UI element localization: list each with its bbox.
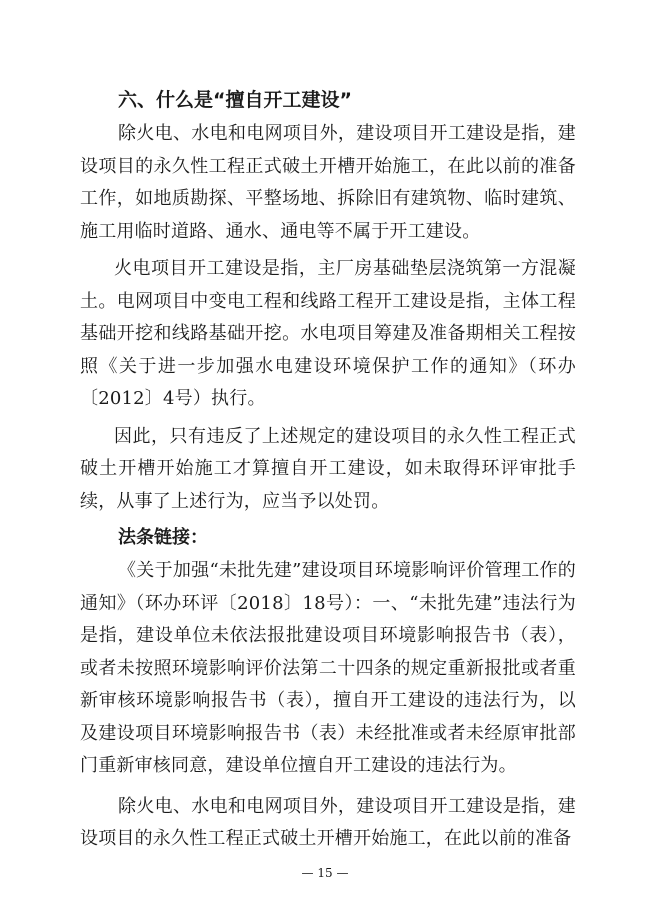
document-page <box>80 86 576 861</box>
paragraph-power-projects: 火电项目开工建设是指，主厂房基础垫层浇筑第一方混凝土。电网项目中变电工程和线路工程开工建设是指，主体工程基础开挖和线路基础开挖。水电项目筹建及准备期相关工程按照《关于进一步加强水电建设环境保护工作的通知》（环办〔2012〕4号）执行。 <box>80 258 576 409</box>
paragraph-law-citation: 《关于加强“未批先建”建设项目环境影响评价管理工作的通知》（环办环评〔2018〕18号）：一、“未批先建”违法行为是指，建设单位未依法报批建设项目环境影响报告书（表），或者未按照环境影响评价法第二十四条的规定重新报批或者重新审核环境影响报告书（表），擅自开工建设的违法行为，以及建设项目环境影响报告书（表）未经批准或者未经原审批部门重新审核同意，建设单位擅自开工建设的违法行为。 <box>80 560 576 776</box>
section-heading: 六、什么是“擅自开工建设” <box>118 89 352 111</box>
law-link-heading: 法条链接： <box>118 527 208 548</box>
page-number: — 15 — <box>301 866 349 880</box>
paragraph-definition: 除火电、水电和电网项目外，建设项目开工建设是指，建设项目的永久性工程正式破土开槽开始施工，在此以前的准备工作，如地质勘探、平整场地、拆除旧有建筑物、临时建筑、施工用临时道路、通水、通电等不属于开工建设。 <box>80 123 576 242</box>
paragraph-definition-repeat: 除火电、水电和电网项目外，建设项目开工建设是指，建设项目的永久性工程正式破土开槽开始施工，在此以前的准备 <box>80 795 576 849</box>
paragraph-conclusion: 因此，只有违反了上述规定的建设项目的永久性工程正式破土开槽开始施工才算擅自开工建设，如未取得环评审批手续，从事了上述行为，应当予以处罚。 <box>80 425 576 512</box>
